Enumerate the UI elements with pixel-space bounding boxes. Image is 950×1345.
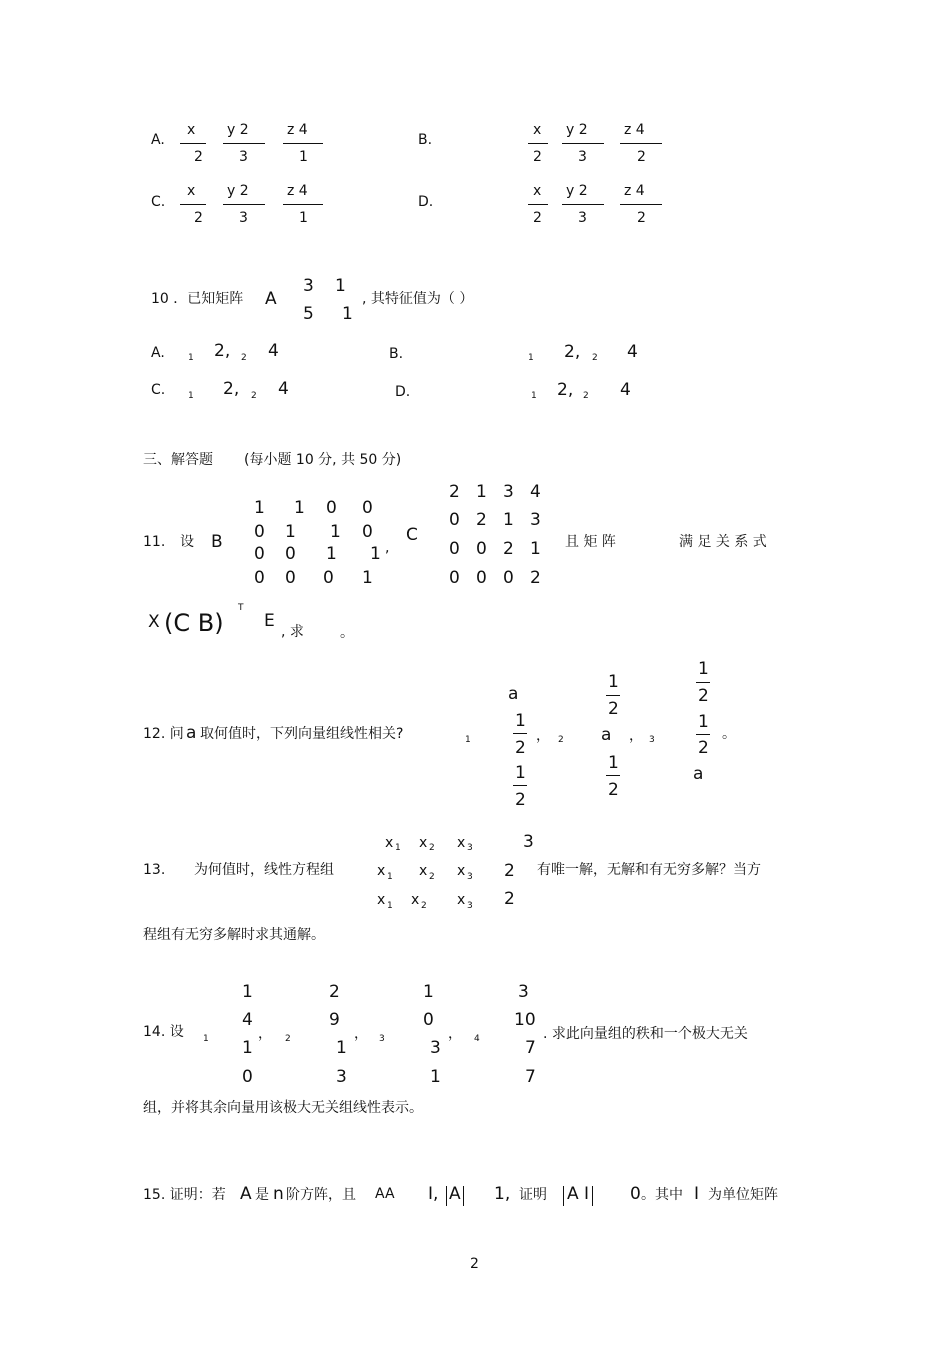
q10-opt-b-v2: 4 xyxy=(627,342,638,362)
q11-eq-qiu: , 求 xyxy=(281,624,304,640)
v4-cell: 7 xyxy=(525,1038,536,1058)
q9-a-num-y: y 2 xyxy=(227,122,249,138)
q12-stem: 12. 问 xyxy=(143,726,184,742)
q9-b-den: 3 xyxy=(578,149,587,165)
q12-v2-num: 1 xyxy=(608,753,619,773)
q15-text1: 15. 证明：若 xyxy=(143,1187,226,1203)
q9-d-den: 3 xyxy=(578,210,587,226)
c-cell: 0 xyxy=(476,568,487,588)
page-number: 2 xyxy=(470,1256,479,1272)
c-cell: 0 xyxy=(449,568,460,588)
q9-a-num-z: z 4 xyxy=(287,122,308,138)
q10-opt-d-v2: 4 xyxy=(620,380,631,400)
q9-d-num-y: y 2 xyxy=(566,183,588,199)
q13-x1: x xyxy=(385,835,394,851)
subscript: 3 xyxy=(379,1034,385,1044)
b-cell: 1 xyxy=(285,522,296,542)
q12-v2-den: 2 xyxy=(608,780,619,800)
c-cell: 2 xyxy=(503,539,514,559)
c-cell: 0 xyxy=(503,568,514,588)
c-cell: 1 xyxy=(530,539,541,559)
b-cell: 0 xyxy=(285,544,296,564)
q10-opt-a-v1: 2, xyxy=(214,341,231,361)
q15-text3: 阶方阵，且 xyxy=(286,1187,356,1203)
q9-c-den: 3 xyxy=(239,210,248,226)
b-cell: 0 xyxy=(254,568,265,588)
c-cell: 1 xyxy=(476,482,487,502)
q12-v1-den: 2 xyxy=(515,790,526,810)
q10-opt-c-sub1: 1 xyxy=(188,391,194,401)
q15-text5: 。其中 xyxy=(641,1187,683,1203)
b-cell: 0 xyxy=(285,568,296,588)
q15-I2: I xyxy=(694,1184,700,1204)
q11-num: 11. xyxy=(143,534,166,550)
q14-stem: 14. 设 xyxy=(143,1024,184,1040)
q10-m11: 3 xyxy=(303,276,314,296)
q13-stem: 为何值时，线性方程组 xyxy=(194,862,334,878)
q9-c-den: 2 xyxy=(194,210,203,226)
q13-x2: x xyxy=(411,892,420,908)
b-cell: 0 xyxy=(254,522,265,542)
q9-c-den: 1 xyxy=(299,210,308,226)
v3-cell: 0 xyxy=(423,1010,434,1030)
q13-x3: x xyxy=(457,863,466,879)
b-cell: 0 xyxy=(254,544,265,564)
v1-cell: 1 xyxy=(242,982,253,1002)
q9-a-den: 2 xyxy=(194,149,203,165)
q9-a-den: 3 xyxy=(239,149,248,165)
b-cell: 1 xyxy=(370,544,381,564)
q10-opt-c-v1: 2, xyxy=(223,379,240,399)
q10-m12: 1 xyxy=(335,276,346,296)
q12-v3-num: 1 xyxy=(698,712,709,732)
q11-comma: , xyxy=(385,540,390,556)
q15-zero: 0 xyxy=(630,1184,641,1204)
q13-rhs1: 3 xyxy=(523,832,534,852)
q15-text6: 为单位矩阵 xyxy=(708,1187,778,1203)
c-cell: 2 xyxy=(449,482,460,502)
q12-sub3: 3 xyxy=(649,735,655,745)
q10-opt-b-sub2: 2 xyxy=(592,353,598,363)
q9-d-num-x: x xyxy=(533,183,542,199)
q10-opt-a-sub2: 2 xyxy=(241,353,247,363)
q12-sub2: 2 xyxy=(558,735,564,745)
b-cell: 1 xyxy=(294,498,305,518)
comma: ， xyxy=(354,1026,368,1042)
b-cell: 0 xyxy=(326,498,337,518)
q9-d-den: 2 xyxy=(533,210,542,226)
c-cell: 2 xyxy=(530,568,541,588)
q9-label-c: C. xyxy=(151,194,166,210)
subscript: 2 xyxy=(285,1034,291,1044)
q12-comma: ， xyxy=(536,728,550,744)
q11-eq-paren: (C B) xyxy=(164,609,224,637)
q9-b-den: 2 xyxy=(533,149,542,165)
q11-B: B xyxy=(211,532,223,552)
b-cell: 1 xyxy=(254,498,265,518)
v1-cell: 1 xyxy=(242,1038,253,1058)
q15-I: I, xyxy=(428,1184,439,1204)
q12-v2-num: 1 xyxy=(608,672,619,692)
c-cell: 0 xyxy=(476,539,487,559)
subscript: 4 xyxy=(474,1034,480,1044)
v3-cell: 1 xyxy=(430,1067,441,1087)
q9-c-num-x: x xyxy=(187,183,196,199)
v2-cell: 9 xyxy=(329,1010,340,1030)
b-cell: 0 xyxy=(323,568,334,588)
subscript: 2 xyxy=(421,901,427,911)
q12-v1-a: a xyxy=(508,684,519,704)
section-title: 三、解答题 xyxy=(143,452,213,468)
q12-v3-num: 1 xyxy=(698,659,709,679)
q12-v2-den: 2 xyxy=(608,699,619,719)
q13-num: 13. xyxy=(143,862,166,878)
q10-opt-d-v1: 2, xyxy=(557,380,574,400)
q12-v2-a: a xyxy=(601,725,612,745)
q10-opt-d-sub2: 2 xyxy=(583,391,589,401)
q9-label-a: A. xyxy=(151,132,165,148)
q11-C: C xyxy=(406,525,418,545)
q11-eq-end: 。 xyxy=(340,625,354,641)
q11-eq-E: E xyxy=(264,611,275,631)
q15-one: 1, xyxy=(494,1184,511,1204)
q9-label-b: B. xyxy=(418,132,433,148)
b-cell: 0 xyxy=(362,498,373,518)
v4-cell: 10 xyxy=(514,1010,536,1030)
q12-v1-num: 1 xyxy=(515,711,526,731)
q10-opt-a-label: A. xyxy=(151,345,165,361)
c-cell: 0 xyxy=(449,510,460,530)
comma: ， xyxy=(258,1026,272,1042)
q15-A: A xyxy=(240,1184,252,1204)
q12-v3-den: 2 xyxy=(698,738,709,758)
q13-x2: x xyxy=(419,863,428,879)
v4-cell: 3 xyxy=(518,982,529,1002)
q15-text2: 是 xyxy=(255,1187,269,1203)
q10-opt-b-label: B. xyxy=(389,346,404,362)
q11-eq-x: X xyxy=(148,612,160,632)
q9-b-num-y: y 2 xyxy=(566,122,588,138)
q9-d-den: 2 xyxy=(637,210,646,226)
q9-c-num-z: z 4 xyxy=(287,183,308,199)
subscript: 3 xyxy=(467,901,473,911)
q13-rhs3: 2 xyxy=(504,889,515,909)
comma: ， xyxy=(448,1026,462,1042)
q10-matrix-name: A xyxy=(265,289,277,309)
q9-b-den: 2 xyxy=(637,149,646,165)
c-cell: 3 xyxy=(503,482,514,502)
subscript: 1 xyxy=(203,1034,209,1044)
c-cell: 0 xyxy=(449,539,460,559)
v4-cell: 7 xyxy=(525,1067,536,1087)
q13-x1: x xyxy=(377,863,386,879)
q12-v1-num: 1 xyxy=(515,763,526,783)
q9-label-d: D. xyxy=(418,194,434,210)
q12-sub1: 1 xyxy=(465,735,471,745)
subscript: 1 xyxy=(387,901,393,911)
q10-m21: 5 xyxy=(303,304,314,324)
b-cell: 1 xyxy=(326,544,337,564)
q9-a-num-x: x xyxy=(187,122,196,138)
q10-opt-b-sub1: 1 xyxy=(528,353,534,363)
subscript: 2 xyxy=(429,843,435,853)
q13-x3: x xyxy=(457,892,466,908)
q9-d-num-z: z 4 xyxy=(624,183,645,199)
subscript: 2 xyxy=(429,872,435,882)
q10-opt-c-sub2: 2 xyxy=(251,391,257,401)
q14-line2: 组，并将其余向量用该极大无关组线性表示。 xyxy=(143,1100,423,1116)
q9-a-den: 1 xyxy=(299,149,308,165)
q11-she: 设 xyxy=(180,534,194,550)
q10-opt-c-label: C. xyxy=(151,382,166,398)
q14-tail: . 求此向量组的秩和一个极大无关 xyxy=(543,1026,748,1042)
c-cell: 2 xyxy=(476,510,487,530)
v1-cell: 4 xyxy=(242,1010,253,1030)
q10-opt-b-v1: 2, xyxy=(564,342,581,362)
q15-absAI: A I xyxy=(563,1186,593,1206)
q9-b-num-z: z 4 xyxy=(624,122,645,138)
q15-AA: AA xyxy=(375,1186,395,1202)
subscript: 1 xyxy=(387,872,393,882)
q9-c-num-y: y 2 xyxy=(227,183,249,199)
subscript: 3 xyxy=(467,843,473,853)
v3-cell: 1 xyxy=(423,982,434,1002)
c-cell: 3 xyxy=(530,510,541,530)
q9-b-num-x: x xyxy=(533,122,542,138)
c-cell: 1 xyxy=(503,510,514,530)
q12-stem2: 取何值时，下列向量组线性相关? xyxy=(200,726,404,742)
q12-comma: ， xyxy=(629,728,643,744)
b-cell: 1 xyxy=(330,522,341,542)
q10-opt-c-v2: 4 xyxy=(278,379,289,399)
q13-line2: 程组有无穷多解时求其通解。 xyxy=(143,927,325,943)
v2-cell: 2 xyxy=(329,982,340,1002)
v1-cell: 0 xyxy=(242,1067,253,1087)
section-note: (每小题 10 分, 共 50 分) xyxy=(244,452,402,468)
b-cell: 0 xyxy=(362,522,373,542)
q12-end: 。 xyxy=(722,726,736,742)
q10-m22: 1 xyxy=(342,304,353,324)
q10-opt-a-v2: 4 xyxy=(268,341,279,361)
subscript: 1 xyxy=(395,843,401,853)
q13-x3: x xyxy=(457,835,466,851)
q15-absA: A xyxy=(446,1186,464,1206)
q12-v1-den: 2 xyxy=(515,738,526,758)
q11-tail1: 且 矩 阵 xyxy=(565,534,616,550)
q15-text4: 证明 xyxy=(519,1187,547,1203)
q13-tail: 有唯一解，无解和有无穷多解？当方 xyxy=(537,862,761,878)
subscript: 3 xyxy=(467,872,473,882)
q10-opt-d-label: D. xyxy=(395,384,411,400)
v3-cell: 3 xyxy=(430,1038,441,1058)
v2-cell: 1 xyxy=(336,1038,347,1058)
q11-tail2: 满 足 关 系 式 xyxy=(679,534,767,550)
q12-v3-a: a xyxy=(693,764,704,784)
q11-eq-T: T xyxy=(238,603,244,613)
b-cell: 1 xyxy=(362,568,373,588)
q10-opt-d-sub1: 1 xyxy=(531,391,537,401)
c-cell: 4 xyxy=(530,482,541,502)
q12-v3-den: 2 xyxy=(698,686,709,706)
q13-x1: x xyxy=(377,892,386,908)
q10-tail: , 其特征值为（ ） xyxy=(362,291,474,307)
q13-x2: x xyxy=(419,835,428,851)
q12-a: a xyxy=(186,723,197,743)
q13-rhs2: 2 xyxy=(504,861,515,881)
q15-n: n xyxy=(273,1184,284,1204)
q10-opt-a-sub1: 1 xyxy=(188,353,194,363)
q10-stem: 10 ．已知矩阵 xyxy=(151,291,244,307)
v2-cell: 3 xyxy=(336,1067,347,1087)
